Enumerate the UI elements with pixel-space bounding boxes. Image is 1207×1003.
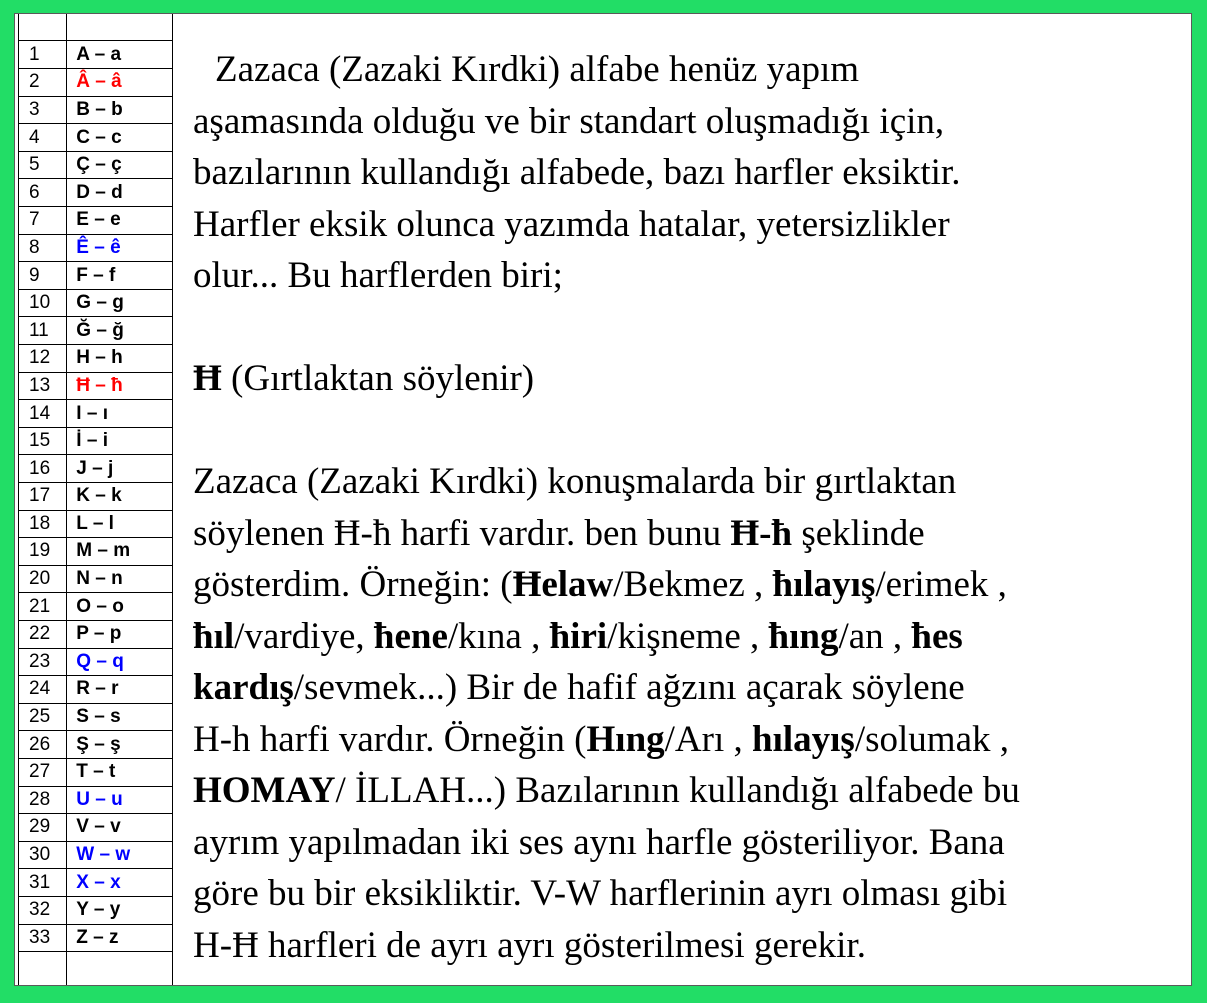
table-row	[18, 69, 173, 97]
table-row	[18, 400, 173, 428]
text-run: /Bekmez ,	[613, 564, 773, 605]
body-line: H-Ħ harfleri de ayrı ayrı gösterilmesi gerekir.	[193, 924, 866, 966]
intro-line: aşamasında olduğu ve bir standart oluşmadığı için,	[193, 100, 945, 142]
table-row	[18, 289, 173, 317]
body-line	[193, 508, 1188, 560]
table-row	[18, 896, 173, 924]
text-run: / İLLAH...) Bazılarının kullandığı alfabede bu	[335, 770, 1020, 811]
letter-pair: D – d	[66, 179, 173, 207]
bold-run: ħılayış	[772, 564, 876, 605]
row-number: 7	[18, 207, 66, 235]
table-row	[18, 593, 173, 621]
table-row	[18, 262, 173, 290]
letter-pair: H – h	[66, 345, 173, 373]
letter-pair: G – g	[66, 289, 173, 317]
row-number: 17	[18, 483, 66, 511]
row-number: 25	[18, 703, 66, 731]
paragraph-gap	[193, 302, 1188, 354]
body-line	[193, 611, 1188, 663]
bold-run: ħıng	[768, 615, 839, 657]
alphabet-table-body	[18, 41, 173, 952]
body-line	[193, 662, 1188, 714]
letter-heading	[193, 353, 1188, 405]
letter-pair: K – k	[66, 483, 173, 511]
row-number: 6	[18, 179, 66, 207]
body-line	[193, 714, 1188, 766]
row-number: 19	[18, 538, 66, 566]
row-number: 18	[18, 510, 66, 538]
letter-pair: Ê – ê	[66, 234, 173, 262]
row-number: 28	[18, 786, 66, 814]
heading-letter: Ħ	[193, 358, 222, 399]
table-row	[18, 786, 173, 814]
table-row	[18, 427, 173, 455]
letter-pair: Q – q	[66, 648, 173, 676]
text-run: şeklinde	[792, 512, 925, 554]
text-run: /vardiye,	[234, 615, 374, 657]
letter-pair: V – v	[66, 814, 173, 842]
table-row	[18, 345, 173, 373]
text-run: /solumak ,	[854, 718, 1010, 760]
intro-line: Zazaca (Zazaki Kırdki) alfabe henüz yapım	[215, 49, 860, 90]
letter-pair: B – b	[66, 96, 173, 124]
text-run: /kişneme ,	[607, 615, 769, 657]
row-number: 16	[18, 455, 66, 483]
bold-run: Hıng	[586, 718, 665, 760]
table-row	[18, 676, 173, 704]
table-row	[18, 731, 173, 759]
row-number: 24	[18, 676, 66, 704]
row-number: 8	[18, 234, 66, 262]
letter-pair: E – e	[66, 207, 173, 235]
letter-pair: Ş – ş	[66, 731, 173, 759]
letter-pair: Y – y	[66, 896, 173, 924]
bold-run: hılayış	[752, 718, 855, 760]
text-run: /an ,	[838, 615, 912, 657]
letter-pair: R – r	[66, 676, 173, 704]
letter-pair: J – j	[66, 455, 173, 483]
body-line: Zazaca (Zazaki Kırdki) konuşmalarda bir gırtlaktan	[193, 461, 957, 502]
letter-pair: Â – â	[66, 69, 173, 97]
letter-pair: T – t	[66, 758, 173, 786]
row-number: 2	[18, 69, 66, 97]
table-row	[18, 151, 173, 179]
bold-run: HOMAY	[193, 770, 336, 811]
row-number: 32	[18, 896, 66, 924]
bold-run: ħene	[373, 615, 448, 657]
row-number: 14	[18, 400, 66, 428]
body-line: ayrım yapılmadan iki ses aynı harfle gösteriliyor. Bana	[193, 821, 1005, 863]
text-run: /sevmek...) Bir de hafif ağzını açarak söylene	[293, 667, 965, 708]
letter-pair: A – a	[66, 41, 173, 69]
text-run: H-h harfi vardır. Örneğin (	[193, 718, 587, 760]
row-number: 9	[18, 262, 66, 290]
row-number: 10	[18, 289, 66, 317]
table-row	[18, 41, 173, 69]
bold-run: kardış	[193, 667, 294, 708]
table-row	[18, 234, 173, 262]
table-row	[18, 207, 173, 235]
letter-pair: S – s	[66, 703, 173, 731]
row-number: 12	[18, 345, 66, 373]
paragraph-gap	[193, 405, 1188, 457]
heading-note: (Gırtlaktan söylenir)	[221, 358, 535, 399]
body-line: göre bu bir eksikliktir. V-W harflerinin ayrı olması gibi	[193, 873, 1008, 914]
table-row	[18, 483, 173, 511]
table-row	[18, 620, 173, 648]
letter-pair: M – m	[66, 538, 173, 566]
body-line	[193, 559, 1188, 611]
table-row	[18, 124, 173, 152]
bold-run: ħes	[911, 615, 963, 657]
text-run: gösterdim. Örneğin: (	[193, 564, 513, 605]
letter-pair: L – l	[66, 510, 173, 538]
row-number: 21	[18, 593, 66, 621]
intro-line: olur... Bu harflerden biri;	[193, 255, 563, 296]
table-row	[18, 565, 173, 593]
table-row	[18, 869, 173, 897]
row-number: 26	[18, 731, 66, 759]
letter-pair: U – u	[66, 786, 173, 814]
table-row	[18, 924, 173, 952]
table-row	[18, 179, 173, 207]
body-line	[193, 765, 1188, 817]
table-row	[18, 317, 173, 345]
row-number: 30	[18, 841, 66, 869]
table-row	[18, 648, 173, 676]
letter-pair: Ğ – ğ	[66, 317, 173, 345]
letter-pair: Ç – ç	[66, 151, 173, 179]
row-number: 4	[18, 124, 66, 152]
row-number: 13	[18, 372, 66, 400]
text-run: söylenen Ħ-ħ harfi vardır. ben bunu	[193, 512, 731, 554]
table-row	[18, 814, 173, 842]
letter-pair: Ħ – ħ	[66, 372, 173, 400]
row-number: 29	[18, 814, 66, 842]
letter-pair: C – c	[66, 124, 173, 152]
table-header-row	[18, 14, 173, 41]
table-row	[18, 510, 173, 538]
letter-pair: İ – i	[66, 427, 173, 455]
bold-run: Ħ-ħ	[730, 512, 793, 554]
intro-line: Harfler eksik olunca yazımda hatalar, yetersizlikler	[193, 203, 950, 245]
row-number: 31	[18, 869, 66, 897]
alphabet-table	[18, 41, 173, 952]
text-run: /Arı ,	[664, 718, 753, 760]
bold-run: ħıl	[193, 615, 235, 657]
article-text	[193, 44, 1188, 971]
table-row	[18, 841, 173, 869]
row-number: 23	[18, 648, 66, 676]
row-number: 33	[18, 924, 66, 952]
row-number: 3	[18, 96, 66, 124]
document-sheet	[14, 13, 1192, 986]
table-row	[18, 538, 173, 566]
letter-pair: F – f	[66, 262, 173, 290]
row-number: 20	[18, 565, 66, 593]
row-number: 22	[18, 620, 66, 648]
letter-pair: W – w	[66, 841, 173, 869]
row-number: 27	[18, 758, 66, 786]
bold-run: ħiri	[549, 615, 608, 657]
letter-pair: N – n	[66, 565, 173, 593]
intro-line: bazılarının kullandığı alfabede, bazı harfler eksiktir.	[193, 152, 961, 193]
row-number: 15	[18, 427, 66, 455]
letter-pair: O – o	[66, 593, 173, 621]
row-number: 11	[18, 317, 66, 345]
table-row	[18, 703, 173, 731]
row-number: 5	[18, 151, 66, 179]
bold-run: Ħelaw	[512, 564, 614, 605]
table-row	[18, 455, 173, 483]
table-row	[18, 758, 173, 786]
letter-pair: P – p	[66, 620, 173, 648]
letter-pair: Z – z	[66, 924, 173, 952]
text-run: /kına ,	[447, 615, 550, 657]
letter-pair: I – ı	[66, 400, 173, 428]
letter-pair: X – x	[66, 869, 173, 897]
row-number: 1	[18, 41, 66, 69]
table-row	[18, 372, 173, 400]
text-run: /erimek ,	[875, 564, 1007, 605]
table-row	[18, 96, 173, 124]
